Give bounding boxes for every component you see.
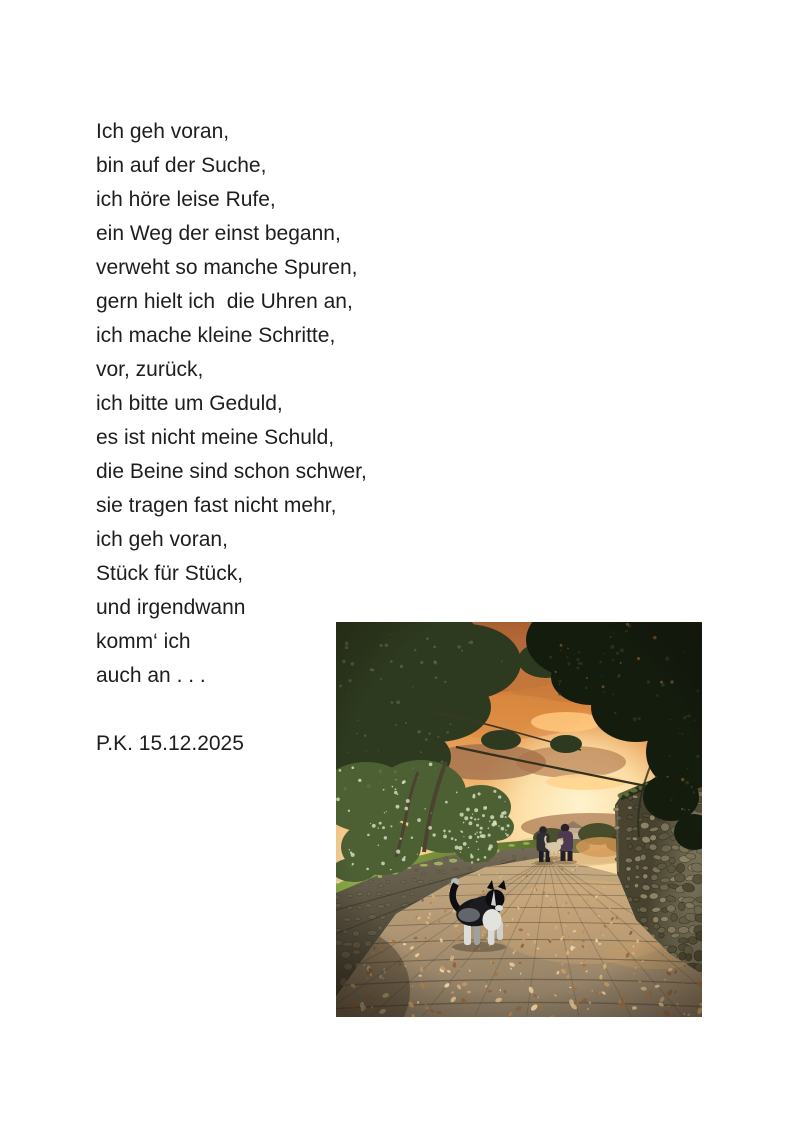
poem-line: sie tragen fast nicht mehr, [96, 494, 337, 517]
poem-line: und irgendwann [96, 596, 246, 619]
poem-line: bin auf der Suche, [96, 154, 267, 177]
poem-line: ich höre leise Rufe, [96, 188, 276, 211]
poem-line: ich mache kleine Schritte, [96, 324, 336, 347]
poem-line: gern hielt ich die Uhren an, [96, 290, 353, 313]
autumn-path-illustration [336, 622, 702, 1017]
poem-signature: P.K. 15.12.2025 [96, 732, 244, 755]
poem-line: die Beine sind schon schwer, [96, 460, 367, 483]
poem-line: verweht so manche Spuren, [96, 256, 358, 279]
poem-text-block [96, 115, 367, 761]
poem-line: ein Weg der einst begann, [96, 222, 341, 245]
poem-line: vor, zurück, [96, 358, 204, 381]
poem-line: ich geh voran, [96, 528, 228, 551]
poem-line: komm‘ ich [96, 630, 191, 653]
poem-line: ich bitte um Geduld, [96, 392, 283, 415]
poem-line: es ist nicht meine Schuld, [96, 426, 335, 449]
autumn-path-photo [336, 622, 702, 1017]
poem-line: auch an . . . [96, 664, 206, 687]
poem-line: Ich geh voran, [96, 120, 230, 143]
poem-line: Stück für Stück, [96, 562, 244, 585]
poem-blank-line [96, 693, 367, 727]
vignette [336, 622, 702, 1017]
